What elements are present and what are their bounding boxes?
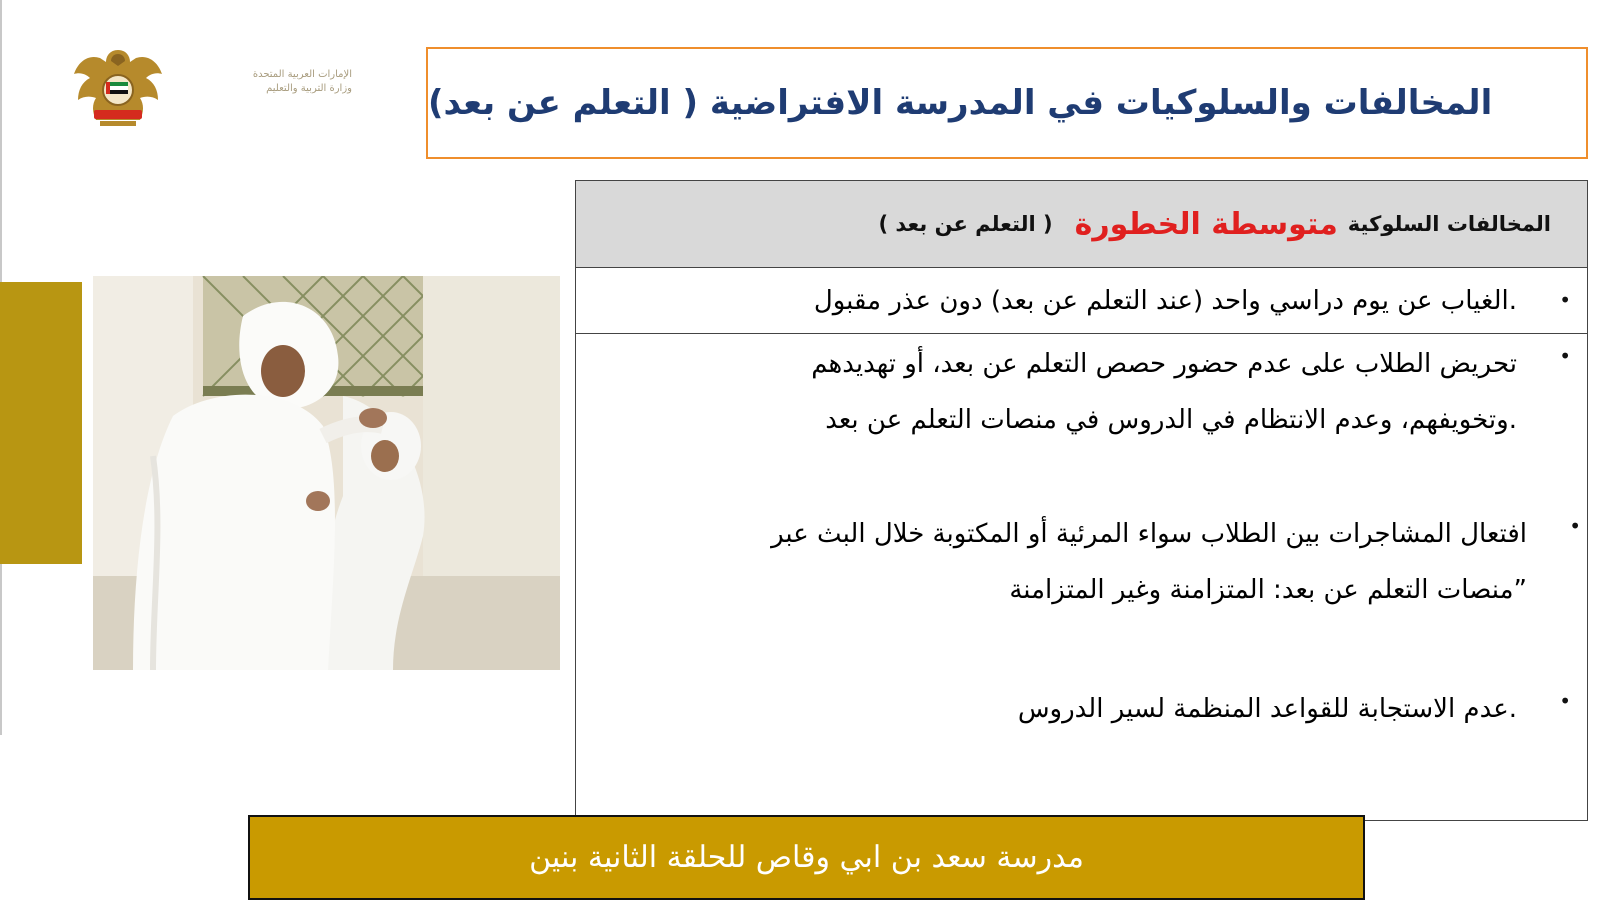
item-2-line-2: وتخويفهم، وعدم الانتظام في الدروس في منصات التعلم عن بعد. bbox=[825, 405, 1517, 435]
item-2-line-1: تحريض الطلاب على عدم حضور حصص التعلم عن بعد، أو تهديدهم bbox=[811, 349, 1517, 379]
table-row bbox=[576, 268, 1587, 334]
school-footer bbox=[248, 815, 1365, 900]
bullet-icon: • bbox=[1569, 514, 1581, 538]
page-title: المخالفات والسلوكيات في المدرسة الافتراضية ( التعلم عن بعد) bbox=[428, 83, 1493, 123]
ministry-line-1: الإمارات العربية المتحدة bbox=[252, 69, 352, 80]
header-suffix: ( التعلم عن بعد ) bbox=[878, 212, 1053, 236]
ministry-name bbox=[182, 68, 352, 96]
title-box bbox=[426, 47, 1588, 159]
students-photo bbox=[93, 276, 560, 670]
bullet-icon: • bbox=[1559, 288, 1571, 312]
item-3-line-1: افتعال المشاجرات بين الطلاب سواء المرئية أو المكتوبة خلال البث عبر bbox=[771, 519, 1527, 549]
item-3-line-2: منصات التعلم عن بعد: المتزامنة وغير المتزامنة” bbox=[1009, 575, 1527, 605]
list-item bbox=[576, 336, 1587, 466]
uae-emblem-icon bbox=[70, 44, 166, 130]
header-prefix: المخالفات السلوكية bbox=[1347, 212, 1551, 236]
bullet-icon: • bbox=[1559, 689, 1571, 713]
table-header bbox=[576, 181, 1587, 268]
violations-table bbox=[575, 180, 1588, 821]
header-severity: متوسطة الخطورة bbox=[1074, 206, 1338, 242]
list-item bbox=[576, 681, 1587, 751]
bullet-icon: • bbox=[1559, 344, 1571, 368]
ministry-line-2: وزارة التربية والتعليم bbox=[266, 83, 352, 94]
item-1-line-1: الغياب عن يوم دراسي واحد (عند التعلم عن بعد) دون عذر مقبول. bbox=[813, 286, 1517, 316]
list-item bbox=[576, 506, 1587, 636]
gold-accent-strip bbox=[0, 282, 82, 564]
item-4-line-1: عدم الاستجابة للقواعد المنظمة لسير الدروس. bbox=[1017, 694, 1517, 724]
school-name: مدرسة سعد بن ابي وقاص للحلقة الثانية بنين bbox=[529, 840, 1084, 875]
